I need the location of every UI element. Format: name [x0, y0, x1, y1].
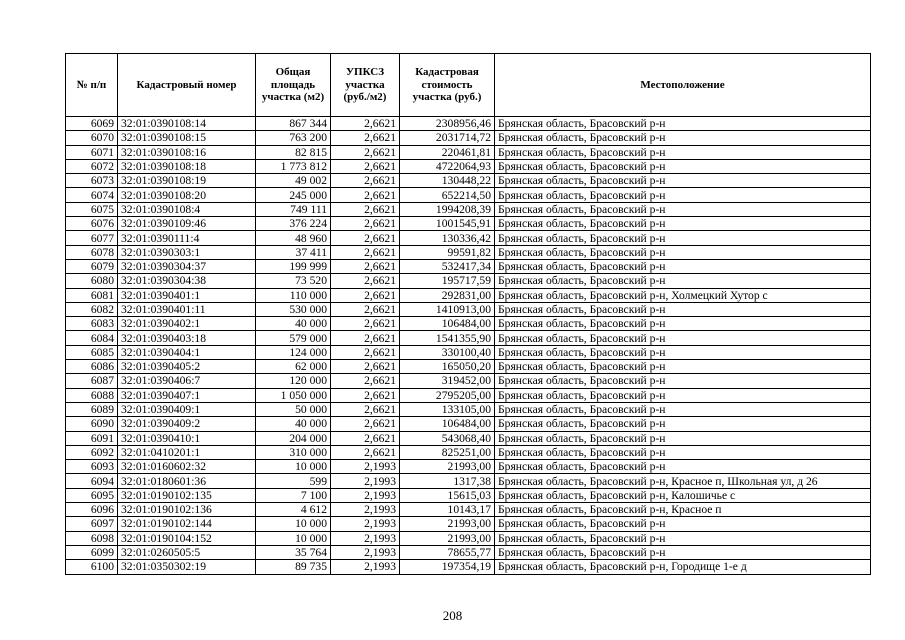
table-body: [66, 117, 871, 575]
cell-cadastral-number: 32:01:0390111:4: [118, 231, 256, 245]
table-row: [66, 274, 871, 288]
cell-area: 245 000: [256, 188, 331, 202]
cell-cadastral-number: 32:01:0160602:32: [118, 460, 256, 474]
cell-cost: 543068,40: [400, 431, 495, 445]
cell-row-num: 6081: [66, 288, 118, 302]
cell-upksz: 2,6621: [331, 245, 400, 259]
cell-location: Брянская область, Брасовский р-н: [495, 360, 871, 374]
cell-upksz: 2,1993: [331, 460, 400, 474]
cell-location: Брянская область, Брасовский р-н, Городище 1-е д: [495, 560, 871, 574]
cell-upksz: 2,6621: [331, 231, 400, 245]
cell-cost: 195717,59: [400, 274, 495, 288]
cell-area: 10 000: [256, 531, 331, 545]
cell-location: Брянская область, Брасовский р-н: [495, 317, 871, 331]
cell-location: Брянская область, Брасовский р-н: [495, 188, 871, 202]
cell-upksz: 2,6621: [331, 288, 400, 302]
cell-row-num: 6075: [66, 202, 118, 216]
cell-cadastral-number: 32:01:0190104:152: [118, 531, 256, 545]
page-number: 208: [442, 608, 463, 623]
cell-cadastral-number: 32:01:0190102:136: [118, 503, 256, 517]
cell-cost: 21993,00: [400, 460, 495, 474]
table-row: [66, 360, 871, 374]
table-row: [66, 202, 871, 216]
cell-area: 579 000: [256, 331, 331, 345]
cell-location: Брянская область, Брасовский р-н: [495, 374, 871, 388]
cell-cost: 21993,00: [400, 531, 495, 545]
cell-cost: 197354,19: [400, 560, 495, 574]
cell-upksz: 2,6621: [331, 217, 400, 231]
header-cost: Кадастровая стоимость участка (руб.): [400, 54, 495, 117]
cell-upksz: 2,6621: [331, 388, 400, 402]
cell-area: 376 224: [256, 217, 331, 231]
cell-area: 110 000: [256, 288, 331, 302]
cell-cadastral-number: 32:01:0350302:19: [118, 560, 256, 574]
cell-location: Брянская область, Брасовский р-н: [495, 245, 871, 259]
cell-area: 10 000: [256, 517, 331, 531]
cell-row-num: 6088: [66, 388, 118, 402]
cell-area: 40 000: [256, 417, 331, 431]
cell-row-num: 6079: [66, 259, 118, 273]
cell-cadastral-number: 32:01:0390402:1: [118, 317, 256, 331]
cell-cost: 2795205,00: [400, 388, 495, 402]
cell-area: 1 050 000: [256, 388, 331, 402]
cell-cost: 220461,81: [400, 145, 495, 159]
cell-area: 204 000: [256, 431, 331, 445]
cell-row-num: 6085: [66, 345, 118, 359]
table-row: [66, 431, 871, 445]
cell-upksz: 2,6621: [331, 302, 400, 316]
cell-cadastral-number: 32:01:0390403:18: [118, 331, 256, 345]
cell-upksz: 2,6621: [331, 331, 400, 345]
cell-row-num: 6083: [66, 317, 118, 331]
cell-upksz: 2,1993: [331, 503, 400, 517]
cell-cadastral-number: 32:01:0390406:7: [118, 374, 256, 388]
table-row: [66, 159, 871, 173]
cell-cost: 130336,42: [400, 231, 495, 245]
cell-row-num: 6084: [66, 331, 118, 345]
header-cadastral-number: Кадастровый номер: [118, 54, 256, 117]
cell-upksz: 2,6621: [331, 360, 400, 374]
cell-area: 48 960: [256, 231, 331, 245]
cell-upksz: 2,6621: [331, 417, 400, 431]
cell-area: 35 764: [256, 545, 331, 559]
cell-cost: 319452,00: [400, 374, 495, 388]
cell-area: 10 000: [256, 460, 331, 474]
cell-upksz: 2,1993: [331, 560, 400, 574]
cell-location: Брянская область, Брасовский р-н, Красное п, Школьная ул, д 26: [495, 474, 871, 488]
cell-location: Брянская область, Брасовский р-н: [495, 217, 871, 231]
cell-upksz: 2,6621: [331, 445, 400, 459]
table-row: [66, 145, 871, 159]
cell-location: Брянская область, Брасовский р-н: [495, 231, 871, 245]
cell-cost: 165050,20: [400, 360, 495, 374]
table-row: [66, 503, 871, 517]
cell-cost: 15615,03: [400, 488, 495, 502]
table-header-row: [66, 54, 871, 117]
table-row: [66, 302, 871, 316]
cadastral-table: [65, 53, 871, 575]
table-row: [66, 474, 871, 488]
cell-row-num: 6089: [66, 402, 118, 416]
table-row: [66, 245, 871, 259]
table-row: [66, 288, 871, 302]
table-row: [66, 545, 871, 559]
cell-cost: 99591,82: [400, 245, 495, 259]
cell-cadastral-number: 32:01:0390401:1: [118, 288, 256, 302]
cell-area: 599: [256, 474, 331, 488]
cell-upksz: 2,6621: [331, 145, 400, 159]
cell-area: 530 000: [256, 302, 331, 316]
table-row: [66, 117, 871, 131]
table-row: [66, 217, 871, 231]
cell-cadastral-number: 32:01:0390303:1: [118, 245, 256, 259]
cell-cadastral-number: 32:01:0390108:18: [118, 159, 256, 173]
cell-cost: 652214,50: [400, 188, 495, 202]
cell-row-num: 6100: [66, 560, 118, 574]
cell-area: 37 411: [256, 245, 331, 259]
cell-row-num: 6080: [66, 274, 118, 288]
cell-area: 50 000: [256, 402, 331, 416]
cell-upksz: 2,6621: [331, 117, 400, 131]
cell-row-num: 6082: [66, 302, 118, 316]
cell-cost: 10143,17: [400, 503, 495, 517]
cell-cadastral-number: 32:01:0390109:46: [118, 217, 256, 231]
header-area: Общая площадь участка (м2): [256, 54, 331, 117]
cell-row-num: 6077: [66, 231, 118, 245]
cell-location: Брянская область, Брасовский р-н: [495, 431, 871, 445]
cell-row-num: 6097: [66, 517, 118, 531]
cell-location: Брянская область, Брасовский р-н, Холмецкий Хутор с: [495, 288, 871, 302]
cell-cadastral-number: 32:01:0390108:16: [118, 145, 256, 159]
cell-row-num: 6078: [66, 245, 118, 259]
cell-cadastral-number: 32:01:0390410:1: [118, 431, 256, 445]
cell-row-num: 6099: [66, 545, 118, 559]
cell-location: Брянская область, Брасовский р-н: [495, 259, 871, 273]
cell-upksz: 2,6621: [331, 159, 400, 173]
table-row: [66, 331, 871, 345]
cell-row-num: 6087: [66, 374, 118, 388]
cell-row-num: 6091: [66, 431, 118, 445]
cell-location: Брянская область, Брасовский р-н: [495, 117, 871, 131]
cell-location: Брянская область, Брасовский р-н, Красное п: [495, 503, 871, 517]
cell-cadastral-number: 32:01:0390401:11: [118, 302, 256, 316]
cell-upksz: 2,6621: [331, 259, 400, 273]
cell-row-num: 6092: [66, 445, 118, 459]
cell-row-num: 6086: [66, 360, 118, 374]
cell-location: Брянская область, Брасовский р-н: [495, 388, 871, 402]
cell-area: 763 200: [256, 131, 331, 145]
cell-upksz: 2,6621: [331, 374, 400, 388]
table-row: [66, 374, 871, 388]
cell-area: 49 002: [256, 174, 331, 188]
cell-row-num: 6076: [66, 217, 118, 231]
cell-area: 310 000: [256, 445, 331, 459]
cell-cadastral-number: 32:01:0390108:14: [118, 117, 256, 131]
cell-upksz: 2,6621: [331, 345, 400, 359]
cell-upksz: 2,6621: [331, 402, 400, 416]
table-row: [66, 231, 871, 245]
cell-cadastral-number: 32:01:0390409:1: [118, 402, 256, 416]
header-location: Местоположение: [495, 54, 871, 117]
cell-location: Брянская область, Брасовский р-н: [495, 145, 871, 159]
cell-cost: 2308956,46: [400, 117, 495, 131]
cell-area: 89 735: [256, 560, 331, 574]
cell-upksz: 2,1993: [331, 488, 400, 502]
cell-area: 120 000: [256, 374, 331, 388]
cell-cadastral-number: 32:01:0390404:1: [118, 345, 256, 359]
cell-location: Брянская область, Брасовский р-н: [495, 174, 871, 188]
cell-cadastral-number: 32:01:0190102:135: [118, 488, 256, 502]
cell-area: 62 000: [256, 360, 331, 374]
cell-area: 199 999: [256, 259, 331, 273]
cell-location: Брянская область, Брасовский р-н: [495, 445, 871, 459]
cell-row-num: 6074: [66, 188, 118, 202]
cell-cadastral-number: 32:01:0390409:2: [118, 417, 256, 431]
cell-cost: 330100,40: [400, 345, 495, 359]
cell-location: Брянская область, Брасовский р-н: [495, 517, 871, 531]
header-upksz: УПКСЗ участка (руб./м2): [331, 54, 400, 117]
cell-cadastral-number: 32:01:0390407:1: [118, 388, 256, 402]
cell-area: 749 111: [256, 202, 331, 216]
table-row: [66, 345, 871, 359]
table-row: [66, 402, 871, 416]
cell-cost: 1541355,90: [400, 331, 495, 345]
cell-upksz: 2,6621: [331, 131, 400, 145]
cell-upksz: 2,1993: [331, 531, 400, 545]
cell-cadastral-number: 32:01:0410201:1: [118, 445, 256, 459]
table-row: [66, 388, 871, 402]
table-row: [66, 488, 871, 502]
cell-cost: 825251,00: [400, 445, 495, 459]
cell-cost: 78655,77: [400, 545, 495, 559]
table-row: [66, 174, 871, 188]
cell-cadastral-number: 32:01:0390108:4: [118, 202, 256, 216]
cell-location: Брянская область, Брасовский р-н: [495, 274, 871, 288]
cell-location: Брянская область, Брасовский р-н, Калошичье с: [495, 488, 871, 502]
cell-area: 867 344: [256, 117, 331, 131]
cell-row-num: 6070: [66, 131, 118, 145]
cell-location: Брянская область, Брасовский р-н: [495, 460, 871, 474]
cell-area: 7 100: [256, 488, 331, 502]
cell-location: Брянская область, Брасовский р-н: [495, 131, 871, 145]
cell-location: Брянская область, Брасовский р-н: [495, 402, 871, 416]
cell-cost: 1317,38: [400, 474, 495, 488]
cell-upksz: 2,6621: [331, 274, 400, 288]
cell-cost: 532417,34: [400, 259, 495, 273]
table-row: [66, 417, 871, 431]
table-row: [66, 259, 871, 273]
cell-cadastral-number: 32:01:0390304:38: [118, 274, 256, 288]
cell-cadastral-number: 32:01:0390304:37: [118, 259, 256, 273]
table-row: [66, 188, 871, 202]
table-row: [66, 131, 871, 145]
table-row: [66, 460, 871, 474]
cell-location: Брянская область, Брасовский р-н: [495, 159, 871, 173]
cell-area: 4 612: [256, 503, 331, 517]
cell-location: Брянская область, Брасовский р-н: [495, 345, 871, 359]
cell-row-num: 6095: [66, 488, 118, 502]
cell-cost: 133105,00: [400, 402, 495, 416]
cell-upksz: 2,1993: [331, 474, 400, 488]
cell-cadastral-number: 32:01:0260505:5: [118, 545, 256, 559]
cell-cost: 1001545,91: [400, 217, 495, 231]
table-row: [66, 445, 871, 459]
cell-cost: 1994208,39: [400, 202, 495, 216]
cell-upksz: 2,6621: [331, 202, 400, 216]
cell-location: Брянская область, Брасовский р-н: [495, 302, 871, 316]
cell-row-num: 6094: [66, 474, 118, 488]
cell-upksz: 2,6621: [331, 317, 400, 331]
cell-upksz: 2,1993: [331, 517, 400, 531]
header-num: № п/п: [66, 54, 118, 117]
cell-upksz: 2,1993: [331, 545, 400, 559]
cell-row-num: 6098: [66, 531, 118, 545]
cell-location: Брянская область, Брасовский р-н: [495, 545, 871, 559]
table-row: [66, 517, 871, 531]
cell-area: 40 000: [256, 317, 331, 331]
cell-area: 1 773 812: [256, 159, 331, 173]
cell-row-num: 6071: [66, 145, 118, 159]
cell-cost: 106484,00: [400, 317, 495, 331]
cell-cadastral-number: 32:01:0180601:36: [118, 474, 256, 488]
cell-location: Брянская область, Брасовский р-н: [495, 202, 871, 216]
table-row: [66, 531, 871, 545]
cell-area: 73 520: [256, 274, 331, 288]
cell-cost: 130448,22: [400, 174, 495, 188]
cell-cost: 292831,00: [400, 288, 495, 302]
cell-cost: 2031714,72: [400, 131, 495, 145]
cell-row-num: 6073: [66, 174, 118, 188]
cell-cost: 106484,00: [400, 417, 495, 431]
cell-location: Брянская область, Брасовский р-н: [495, 417, 871, 431]
cell-row-num: 6090: [66, 417, 118, 431]
cell-upksz: 2,6621: [331, 431, 400, 445]
cell-row-num: 6093: [66, 460, 118, 474]
table-row: [66, 317, 871, 331]
table-row: [66, 560, 871, 574]
cell-row-num: 6069: [66, 117, 118, 131]
cell-cadastral-number: 32:01:0390108:15: [118, 131, 256, 145]
cell-row-num: 6072: [66, 159, 118, 173]
cell-cadastral-number: 32:01:0390405:2: [118, 360, 256, 374]
cell-cost: 21993,00: [400, 517, 495, 531]
cell-row-num: 6096: [66, 503, 118, 517]
cell-cost: 1410913,00: [400, 302, 495, 316]
cell-cadastral-number: 32:01:0390108:19: [118, 174, 256, 188]
cell-cadastral-number: 32:01:0390108:20: [118, 188, 256, 202]
cell-upksz: 2,6621: [331, 188, 400, 202]
cell-location: Брянская область, Брасовский р-н: [495, 531, 871, 545]
cell-area: 124 000: [256, 345, 331, 359]
cell-upksz: 2,6621: [331, 174, 400, 188]
cell-cadastral-number: 32:01:0190102:144: [118, 517, 256, 531]
cell-location: Брянская область, Брасовский р-н: [495, 331, 871, 345]
cell-area: 82 815: [256, 145, 331, 159]
cell-cost: 4722064,93: [400, 159, 495, 173]
